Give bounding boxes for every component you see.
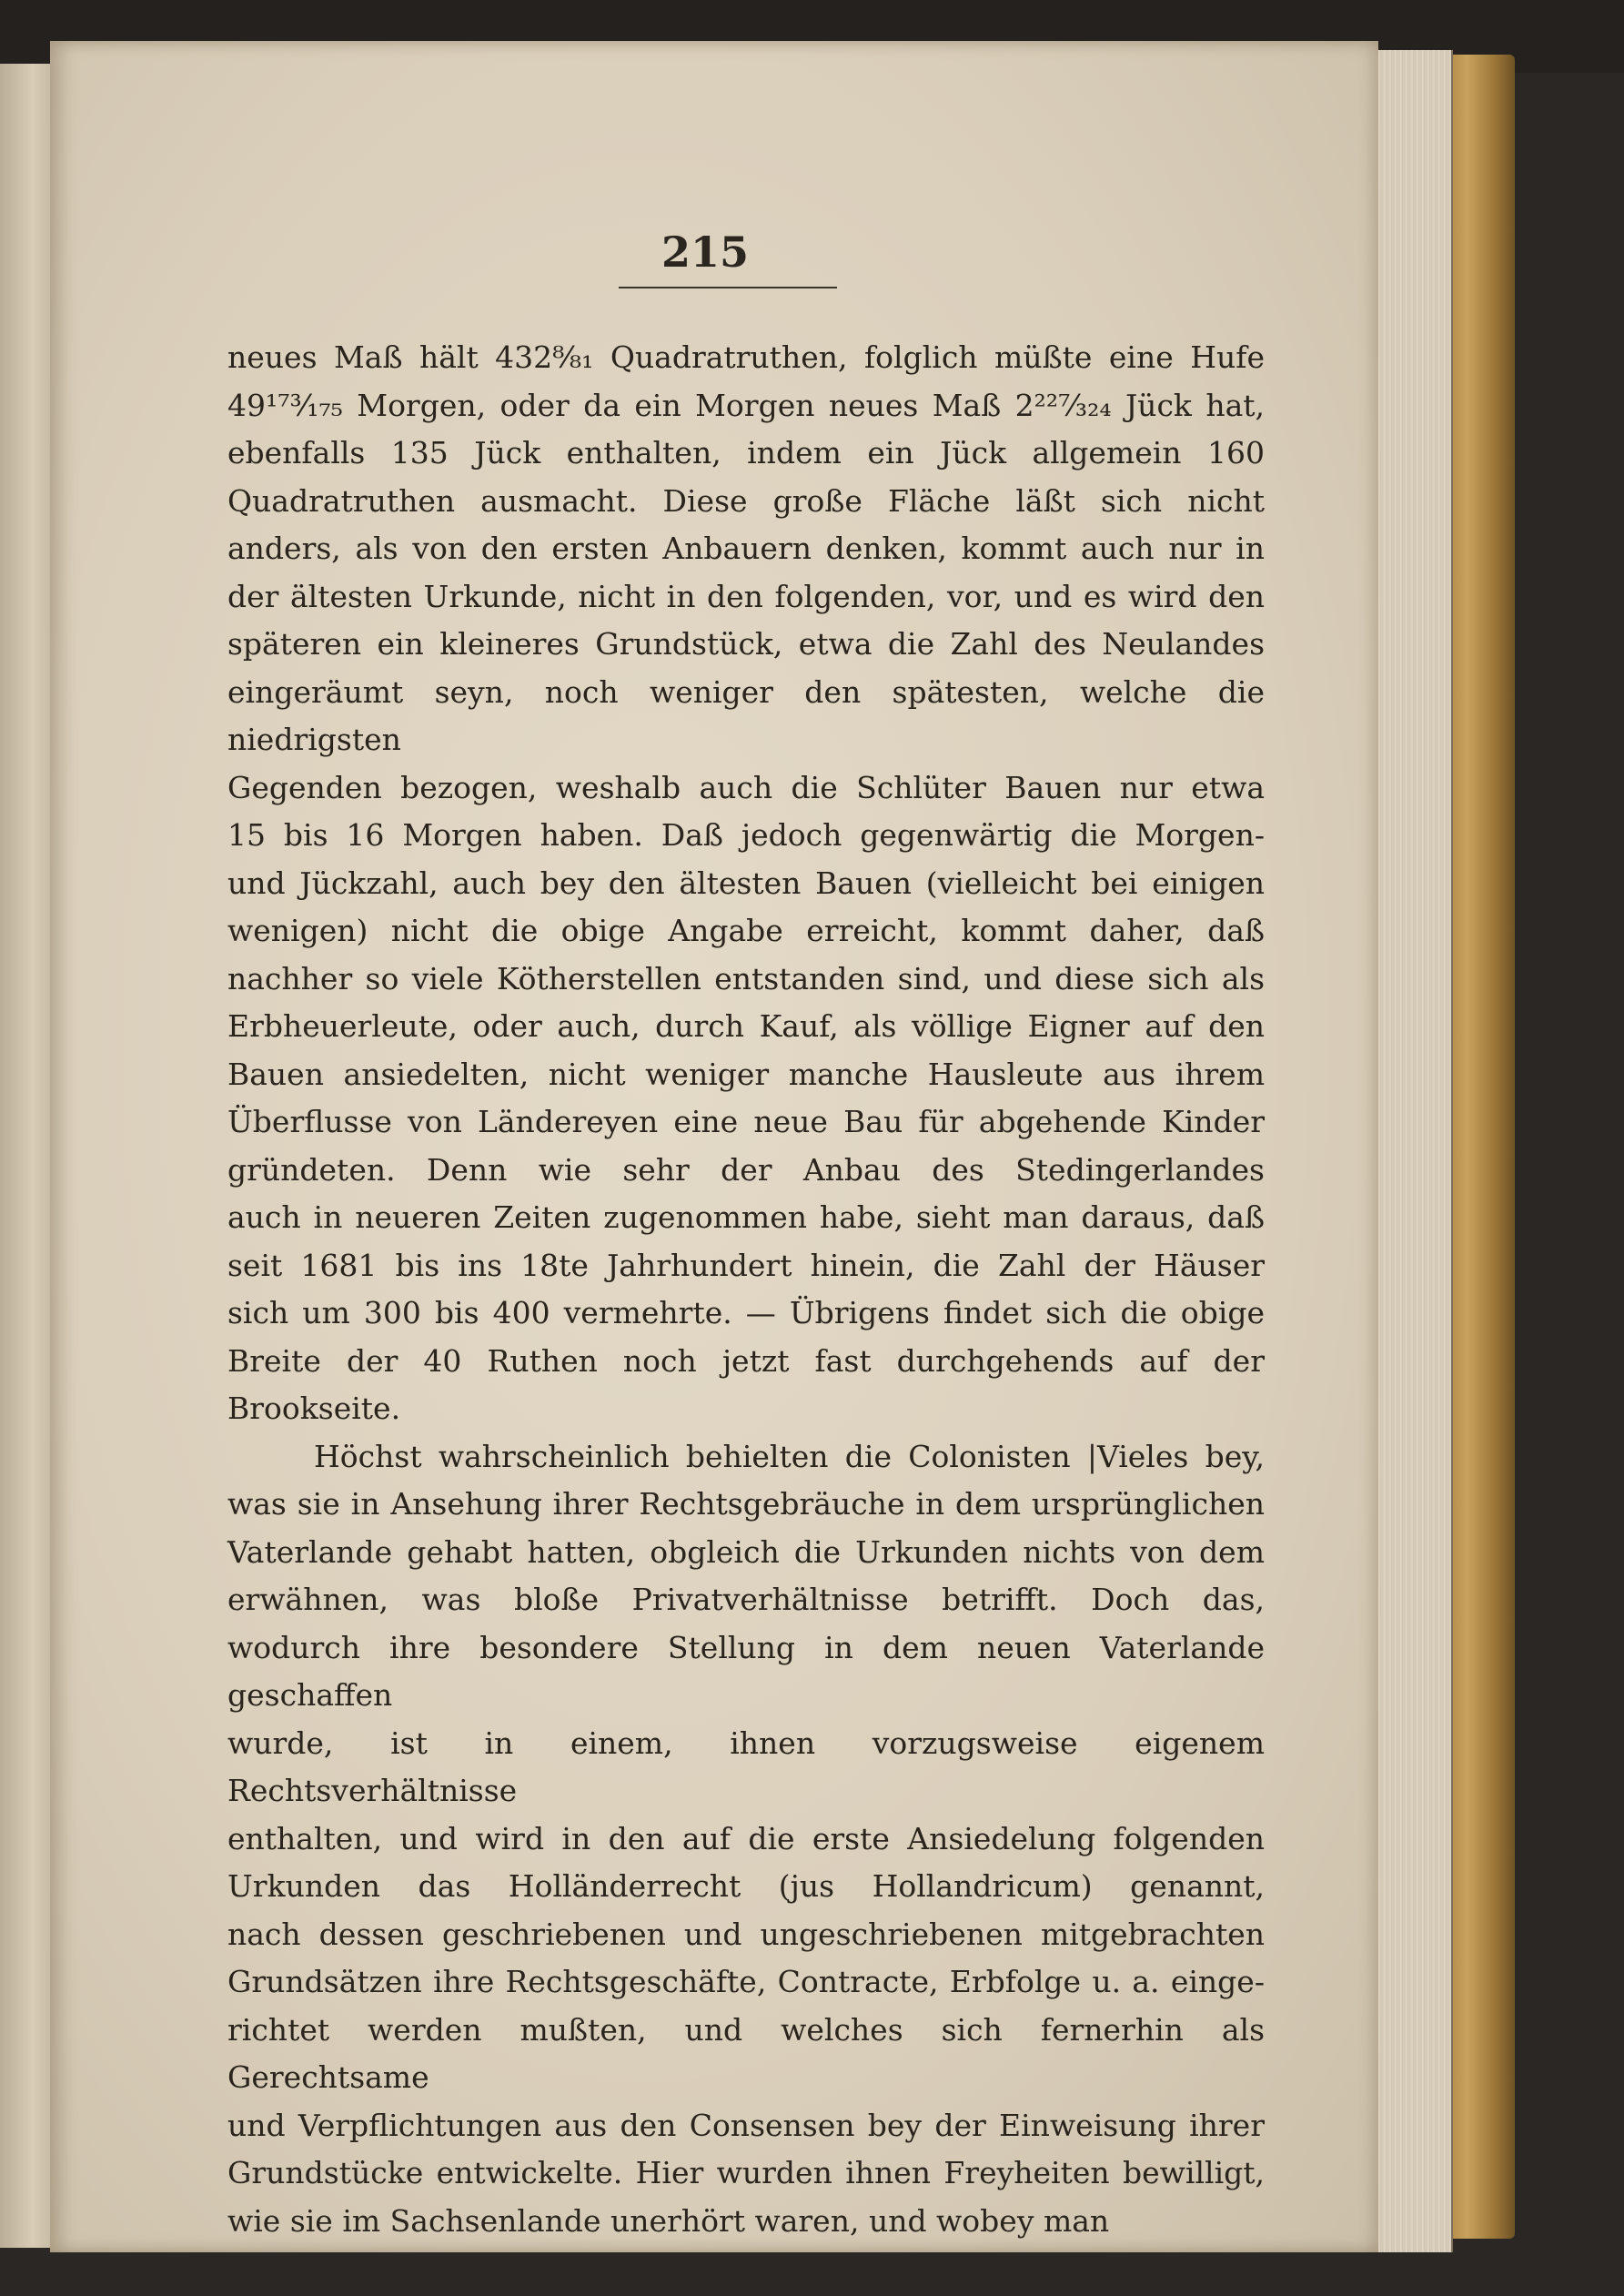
page-number: 215	[661, 228, 750, 277]
left-page-edge	[0, 64, 56, 2248]
text-line: nachher so viele Kötherstellen entstanden sind, und diese sich als	[227, 960, 1265, 996]
text-line: Quadratruthen ausmacht. Diese große Fläche läßt sich nicht	[227, 482, 1265, 519]
text-line: sich um 300 bis 400 vermehrte. — Übrigens findet sich die obige	[227, 1295, 1265, 1330]
text-line: Vaterlande gehabt hatten, obgleich die Urkunden nichts von dem	[227, 1533, 1265, 1570]
text-line: Urkunden das Holländerrecht (jus Hollandricum) genannt,	[227, 1868, 1265, 1904]
book-page	[50, 41, 1378, 2252]
text-line: Brookseite.	[227, 1391, 401, 1426]
text-line: und Verpflichtungen aus den Consensen bey der Einweisung ihrer	[227, 2107, 1265, 2143]
text-line: ebenfalls 135 Jück enthalten, indem ein Jück allgemein 160	[227, 435, 1265, 470]
text-line: Grundstücke entwickelte. Hier wurden ihnen Freyheiten bewilligt,	[227, 2155, 1265, 2190]
text-line: gründeten. Denn wie sehr der Anbau des Stedingerlandes	[227, 1151, 1265, 1188]
text-line: richtet werden mußten, und welches sich fernerhin als Gerechtsame	[227, 2011, 1265, 2095]
text-line: 49¹⁷³⁄₁₇₅ Morgen, oder da ein Morgen neues Maß 2²²⁷⁄₃₂₄ Jück hat,	[227, 387, 1265, 423]
text-line: Erbheuerleute, oder auch, durch Kauf, als völlige Eigner auf den	[227, 1008, 1265, 1044]
text-line: Breite der 40 Ruthen noch jetzt fast durchgehends auf der	[227, 1342, 1265, 1379]
text-line: auch in neueren Zeiten zugenommen habe, sieht man daraus, daß	[227, 1199, 1265, 1235]
text-line: 15 bis 16 Morgen haben. Daß jedoch gegenwärtig die Morgen-	[227, 817, 1265, 853]
header-rule	[619, 287, 837, 288]
text-line: neues Maß hält 432⁸⁄₈₁ Quadratruthen, folglich müßte eine Hufe	[227, 339, 1265, 375]
text-line: anders, als von den ersten Anbauern denken, kommt auch nur in	[227, 531, 1265, 566]
text-line: Überflusse von Ländereyen eine neue Bau für abgehende Kinder	[227, 1104, 1265, 1139]
text-line: Grundsätzen ihre Rechtsgeschäfte, Contracte, Erbfolge u. a. einge-	[227, 1964, 1265, 1999]
text-line: wodurch ihre besondere Stellung in dem neuen Vaterlande geschaffen	[227, 1629, 1265, 1713]
text-line: Bauen ansiedelten, nicht weniger manche Hausleute aus ihrem	[227, 1056, 1265, 1092]
text-line: nach dessen geschriebenen und ungeschriebenen mitgebrachten	[227, 1916, 1265, 1952]
text-line: wenigen) nicht die obige Angabe erreicht, kommt daher, daß	[227, 913, 1265, 948]
text-line: enthalten, und wird in den auf die erste Ansiedelung folgenden	[227, 1820, 1265, 1856]
text-line: Höchst wahrscheinlich behielten die Colonisten |Vieles bey,	[314, 1438, 1265, 1474]
text-line: wurde, ist in einem, ihnen vorzugsweise eigenem Rechtsverhältnisse	[227, 1725, 1265, 1808]
text-line: erwähnen, was bloße Privatverhältnisse betrifft. Doch das,	[227, 1582, 1265, 1617]
text-line: was sie in Ansehung ihrer Rechtsgebräuche in dem ursprünglichen	[227, 1486, 1265, 1522]
text-line: Gegenden bezogen, weshalb auch die Schlüter Bauen nur etwa	[227, 769, 1265, 805]
text-line: der ältesten Urkunde, nicht in den folgenden, vor, und es wird den	[227, 578, 1265, 614]
text-line: seit 1681 bis ins 18te Jahrhundert hinein, die Zahl der Häuser	[227, 1247, 1265, 1283]
book-cover-edge	[1447, 55, 1515, 2239]
text-line: eingeräumt seyn, noch weniger den spätesten, welche die niedrigsten	[227, 673, 1265, 757]
text-line: wie sie im Sachsenlande unerhört waren, und wobey man	[227, 2202, 1110, 2239]
text-line: späteren ein kleineres Grundstück, etwa die Zahl des Neulandes	[227, 626, 1265, 662]
text-line: und Jückzahl, auch bey den ältesten Bauen (vielleicht bei einigen	[227, 865, 1265, 901]
body-text	[227, 334, 1265, 2245]
